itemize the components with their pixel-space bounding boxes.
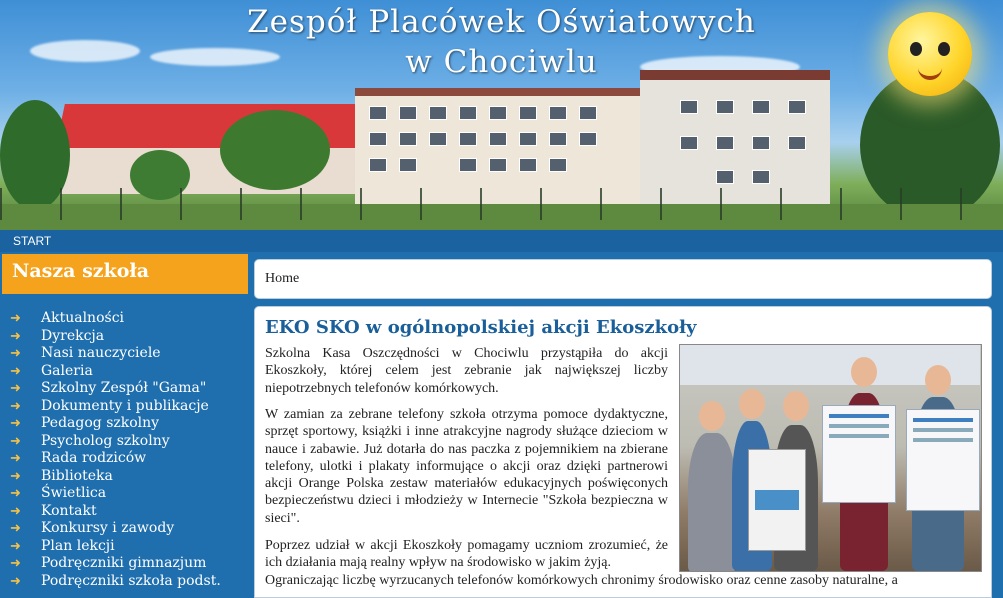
sidebar-item-dokumenty[interactable]: ➜ Dokumenty i publikacje — [10, 397, 209, 414]
student — [688, 433, 736, 572]
arrow-icon: ➜ — [10, 467, 21, 483]
arrow-icon: ➜ — [10, 485, 21, 500]
article-paragraph-3: Poprzez udział w akcji Ekoszkoły pomagamy uczniom zrozumieć, że ich działania mają realny wpływ na środowisko w jakim żyją. — [265, 538, 668, 571]
breadcrumb — [254, 259, 992, 299]
sidebar-item-aktualnosci[interactable]: ➜ Aktualności — [10, 310, 125, 326]
sidebar — [0, 254, 250, 590]
arrow-icon: ➜ — [10, 572, 21, 588]
student-head — [925, 365, 951, 395]
building-right — [640, 70, 830, 206]
article-paragraph-1: Szkolna Kasa Oszczędności w Chociwlu przystąpiła do akcji Ekoszkoły, której celem jest zebranie jak największej liczby niepotrzebnych telefonów komórkowych. — [265, 346, 668, 396]
sidebar-item-podreczniki-gimnazjum[interactable]: ➜ Podręczniki gimnazjum — [10, 555, 207, 571]
student-head — [739, 389, 765, 419]
student-head — [851, 357, 877, 387]
poster — [822, 405, 896, 503]
sidebar-heading-text: Nasza szkoła — [12, 260, 150, 282]
site-title-line1: Zespół Placówek Oświatowych — [247, 4, 756, 40]
arrow-icon: ➜ — [10, 450, 21, 465]
tree — [220, 110, 330, 190]
arrow-icon: ➜ — [10, 380, 21, 395]
sidebar-heading — [2, 254, 248, 294]
sidebar-item-pedagog[interactable]: ➜ Pedagog szkolny — [10, 415, 160, 431]
sidebar-item-dyrekcja[interactable]: ➜ Dyrekcja — [10, 327, 105, 344]
arrow-icon: ➜ — [10, 310, 21, 325]
arrow-icon: ➜ — [10, 415, 21, 430]
sidebar-item-galeria[interactable]: ➜ Galeria — [10, 362, 93, 379]
sidebar-item-swietlica[interactable]: ➜ Świetlica — [10, 485, 107, 501]
phone-collection-box — [748, 449, 806, 551]
arrow-icon: ➜ — [10, 327, 21, 343]
student-head — [783, 391, 809, 421]
article-photo[interactable] — [679, 344, 982, 572]
arrow-icon: ➜ — [10, 502, 21, 518]
sidebar-item-konkursy[interactable]: ➜ Konkursy i zawody — [10, 520, 175, 536]
sidebar-item-gama[interactable]: ➜ Szkolny Zespół "Gama" — [10, 380, 207, 396]
article — [254, 306, 992, 598]
nav-start-link[interactable]: START — [13, 234, 52, 248]
sidebar-item-psycholog[interactable]: ➜ Psycholog szkolny — [10, 432, 170, 449]
arrow-icon: ➜ — [10, 520, 21, 535]
sidebar-item-kontakt[interactable]: ➜ Kontakt — [10, 502, 97, 519]
arrow-icon: ➜ — [10, 397, 21, 413]
article-paragraph-2: W zamian za zebrane telefony szkoła otrzyma pomoce dydaktyczne, sprzęt sportowy, książki i inne atrakcyjne nagrody służące dzieciom w nauce i zabawie. Już dotarła do nas paczka z pojemnikiem na zbierane telefony, ulotki i plakaty informujące o akcji oraz dzięki partnerowi akcji Orange Polska zestaw materiałów edukacyjnych poświęconych bezpieczeństwu dzieci i młodzieży w Internecie "Szkoła bezpieczna w sieci". — [265, 407, 668, 526]
header-banner — [0, 0, 1003, 230]
student-head — [699, 401, 725, 431]
arrow-icon: ➜ — [10, 555, 21, 570]
top-navigation — [0, 230, 1003, 252]
site-title-line2: w Chociwlu — [405, 44, 598, 80]
sidebar-item-podreczniki-szkola[interactable]: ➜ Podręczniki szkoła podst. — [10, 572, 221, 589]
breadcrumb-home-link[interactable]: Home — [265, 271, 300, 286]
building-main — [355, 88, 640, 204]
arrow-icon: ➜ — [10, 345, 21, 360]
sidebar-menu — [0, 309, 250, 589]
article-paragraph-4: Ograniczając liczbę wyrzucanych telefonów komórkowych chronimy środowisko oraz cenne zasoby naturalne, a — [265, 573, 898, 588]
sidebar-item-rada-rodzicow[interactable]: ➜ Rada rodziców — [10, 450, 147, 466]
article-title[interactable]: EKO SKO w ogólnopolskiej akcji Ekoszkoły — [265, 317, 697, 338]
arrow-icon: ➜ — [10, 537, 21, 553]
fence — [0, 188, 1003, 220]
arrow-icon: ➜ — [10, 432, 21, 448]
poster — [906, 409, 980, 511]
arrow-icon: ➜ — [10, 362, 21, 378]
sidebar-item-plan-lekcji[interactable]: ➜ Plan lekcji — [10, 537, 115, 554]
sidebar-item-nauczyciele[interactable]: ➜ Nasi nauczyciele — [10, 345, 161, 361]
sidebar-item-biblioteka[interactable]: ➜ Biblioteka — [10, 467, 113, 484]
